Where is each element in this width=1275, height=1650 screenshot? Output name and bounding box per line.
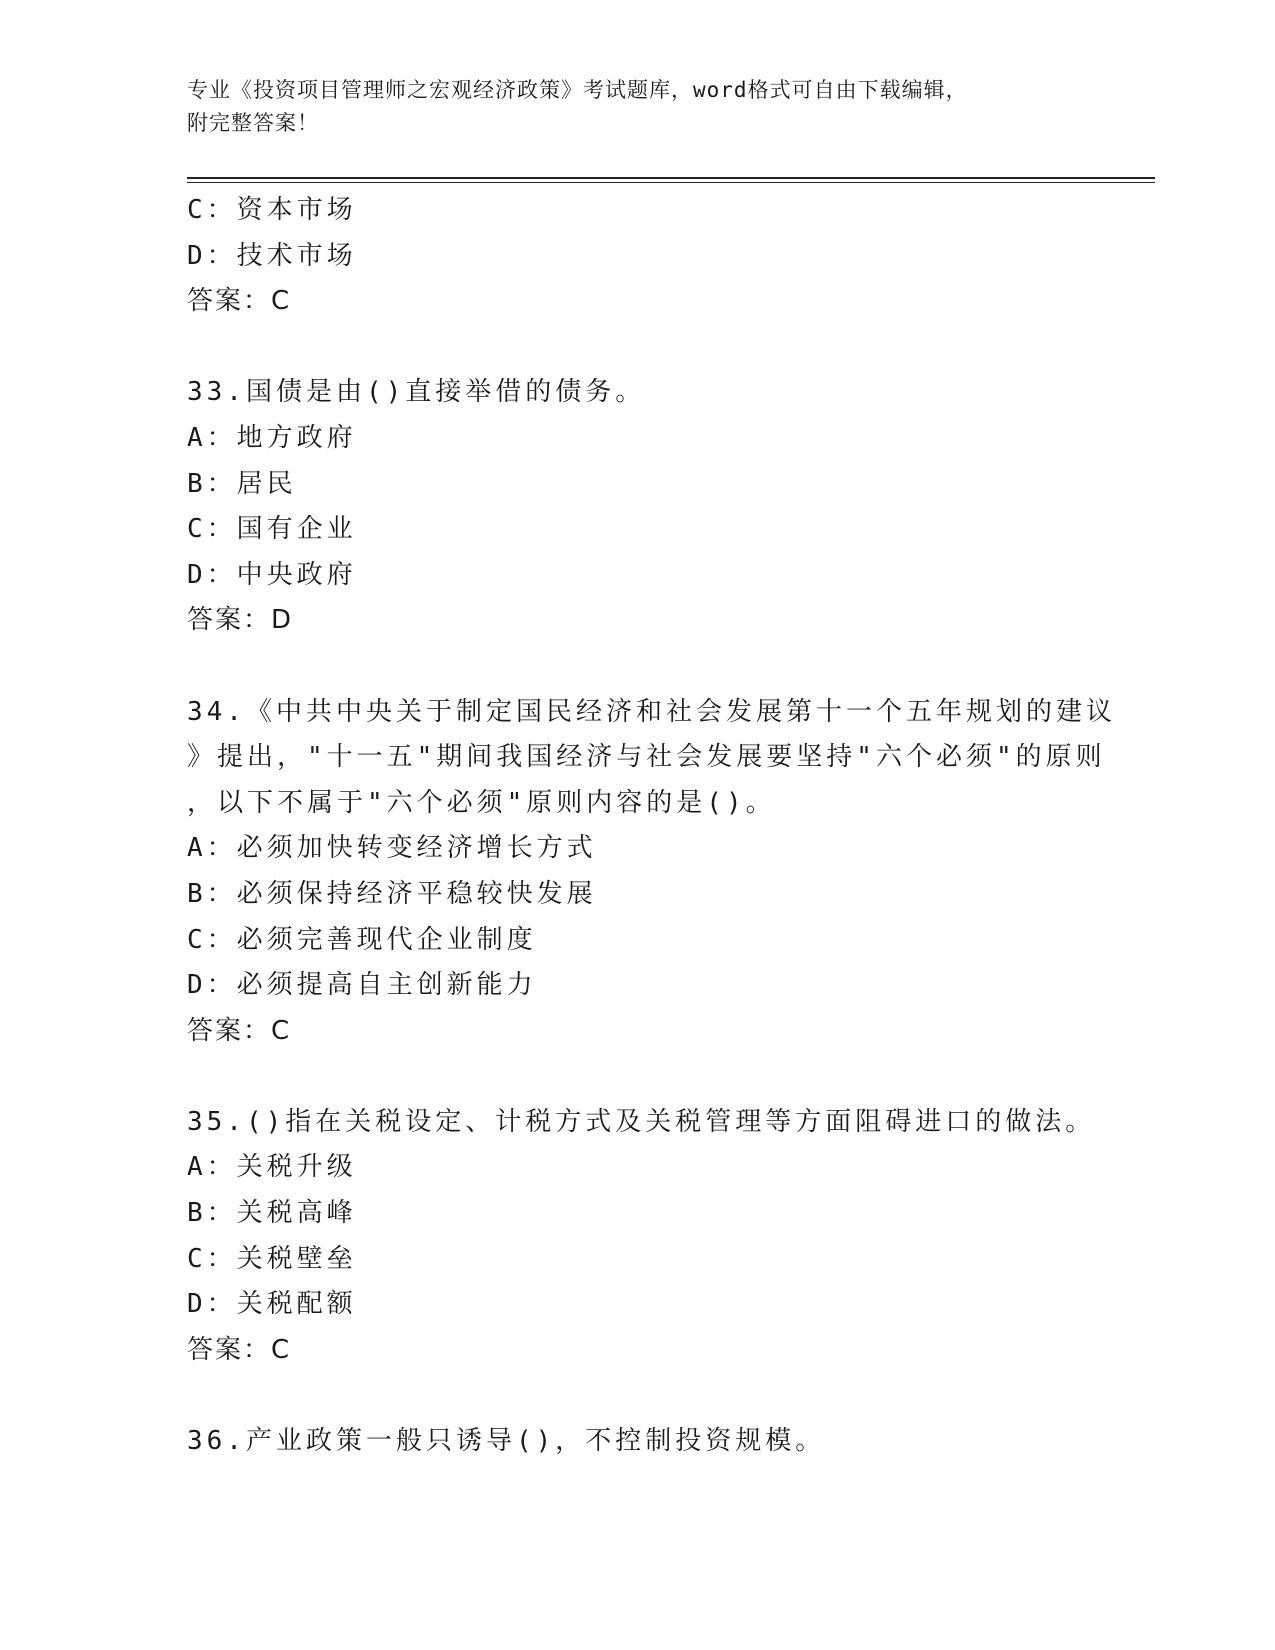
question-35: [187, 1100, 1096, 1374]
page-header: [187, 74, 1077, 140]
question-text-line-3: ，以下不属于"六个必须"原则内容的是()。: [187, 787, 776, 818]
option-c: C：资本市场: [187, 195, 357, 225]
option-c: C：关税壁垒: [187, 1243, 357, 1274]
answer: 答案：C: [187, 286, 292, 317]
option-a: A：关税升级: [187, 1152, 357, 1183]
answer: 答案：C: [187, 1015, 292, 1046]
option-c: C：必须完善现代企业制度: [187, 924, 537, 955]
option-c: C：国有企业: [187, 514, 357, 545]
question-list: [187, 188, 1116, 1465]
spacer: [187, 644, 1087, 690]
option-d: D：关税配额: [187, 1289, 357, 1320]
question-continued: [187, 188, 1087, 325]
option-b: B：关税高峰: [187, 1198, 357, 1229]
header-divider-thin: [187, 182, 1155, 183]
option-b: B：居民: [187, 468, 297, 499]
question-text: 35.()指在关税设定、计税方式及关税管理等方面阻碍进口的做法。: [187, 1106, 1096, 1137]
question-text-line-1: 34.《中共中央关于制定国民经济和社会发展第十一个五年规划的建议: [187, 696, 1116, 727]
header-line-1: 专业《投资项目管理师之宏观经济政策》考试题库，word格式可自由下载编辑，: [187, 78, 968, 102]
option-d: D：必须提高自主创新能力: [187, 970, 537, 1001]
option-d: D：技术市场: [187, 240, 357, 271]
answer: 答案：C: [187, 1334, 292, 1365]
option-a: A：地方政府: [187, 422, 357, 453]
option-d: D：中央政府: [187, 559, 357, 590]
header-divider-thick: [187, 177, 1155, 179]
question-text: 36.产业政策一般只诱导()，不控制投资规模。: [187, 1426, 826, 1457]
spacer: [187, 1054, 1087, 1100]
header-line-2: 附完整答案！: [187, 111, 319, 135]
question-text-line-2: 》提出，"十一五"期间我国经济与社会发展要坚持"六个必须"的原则: [187, 742, 1106, 773]
spacer: [187, 325, 1087, 371]
option-b: B：必须保持经济平稳较快发展: [187, 878, 597, 909]
question-33: [187, 370, 1087, 644]
question-text: 33.国债是由()直接举借的债务。: [187, 377, 646, 408]
spacer: [187, 1373, 1087, 1419]
question-34: [187, 690, 1116, 1055]
option-a: A：必须加快转变经济增长方式: [187, 833, 597, 864]
question-36: [187, 1419, 1087, 1465]
answer: 答案：D: [187, 605, 294, 636]
